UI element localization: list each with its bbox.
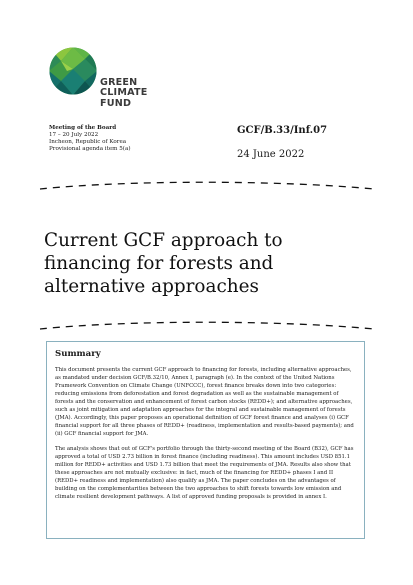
document-date: 24 June 2022: [237, 149, 305, 160]
meeting-location: Incheon, Republic of Korea: [49, 139, 127, 145]
logo-line-3: FUND: [100, 97, 132, 109]
summary-box: [46, 341, 365, 539]
meeting-info: [49, 125, 131, 153]
meeting-dates: 17 – 20 July 2022: [49, 132, 99, 138]
agenda-item: Provisional agenda item 5(a): [49, 146, 131, 152]
logo-wordmark: [100, 78, 147, 109]
logo-line-2: CLIMATE: [100, 87, 148, 99]
top-divider: [38, 178, 376, 192]
summary-heading: Summary: [55, 349, 101, 359]
document-number: GCF/B.33/Inf.07: [237, 125, 328, 136]
document-title: Current GCF approach to financing for forests and alternative approaches: [44, 230, 283, 297]
meeting-name: Meeting of the Board: [49, 125, 117, 131]
bottom-divider: [38, 318, 376, 332]
logo-line-1: GREEN: [100, 77, 138, 88]
green-climate-fund-logo: [49, 47, 97, 95]
summary-paragraph-1: This document presents the current GCF approach to financing for forests, including alternative approaches, as mandated under decision GCF/B.32/10, Annex I, paragraph (e). In the context of the United Nations Framework Convention on Climate Change (UNFCCC), forest finance breaks down into two categories: reducing emissions from deforestation and forest degradation as well as the sustainable management of forests and the conservation and enhancement of forest carbon stocks (REDD+); and alternative approaches, such as joint mitigation and adaptation approaches for the integral and sustainable management of forests (JMA). Accordingly, this paper proposes an operational definition of GCF forest finance and analyses (i) GCF financial support for all three phases of REDD+ (readiness, implementation and results-based payments); and (ii) GCF financial support for JMA.: [55, 367, 354, 437]
summary-paragraph-2: The analysis shows that out of GCF's portfolio through the thirty-second meeting of the Board (B32), GCF has approved a total of USD 2.73 billion in forest finance (including readiness). This amount includes USD 851.1 million for REDD+ activities and USD 1.73 billion that meet the requirements of JMA. Results also show that these approaches are not mutually exclusive: in fact, much of the financing for REDD+ phases I and II (REDD+ readiness and implementation) also qualify as JMA. The paper concludes on the advantages of building on the complementarities between the two approaches to shift forests towards low emission and climate resilient development pathways. A list of approved funding proposals is provided in annex I.: [55, 446, 354, 500]
